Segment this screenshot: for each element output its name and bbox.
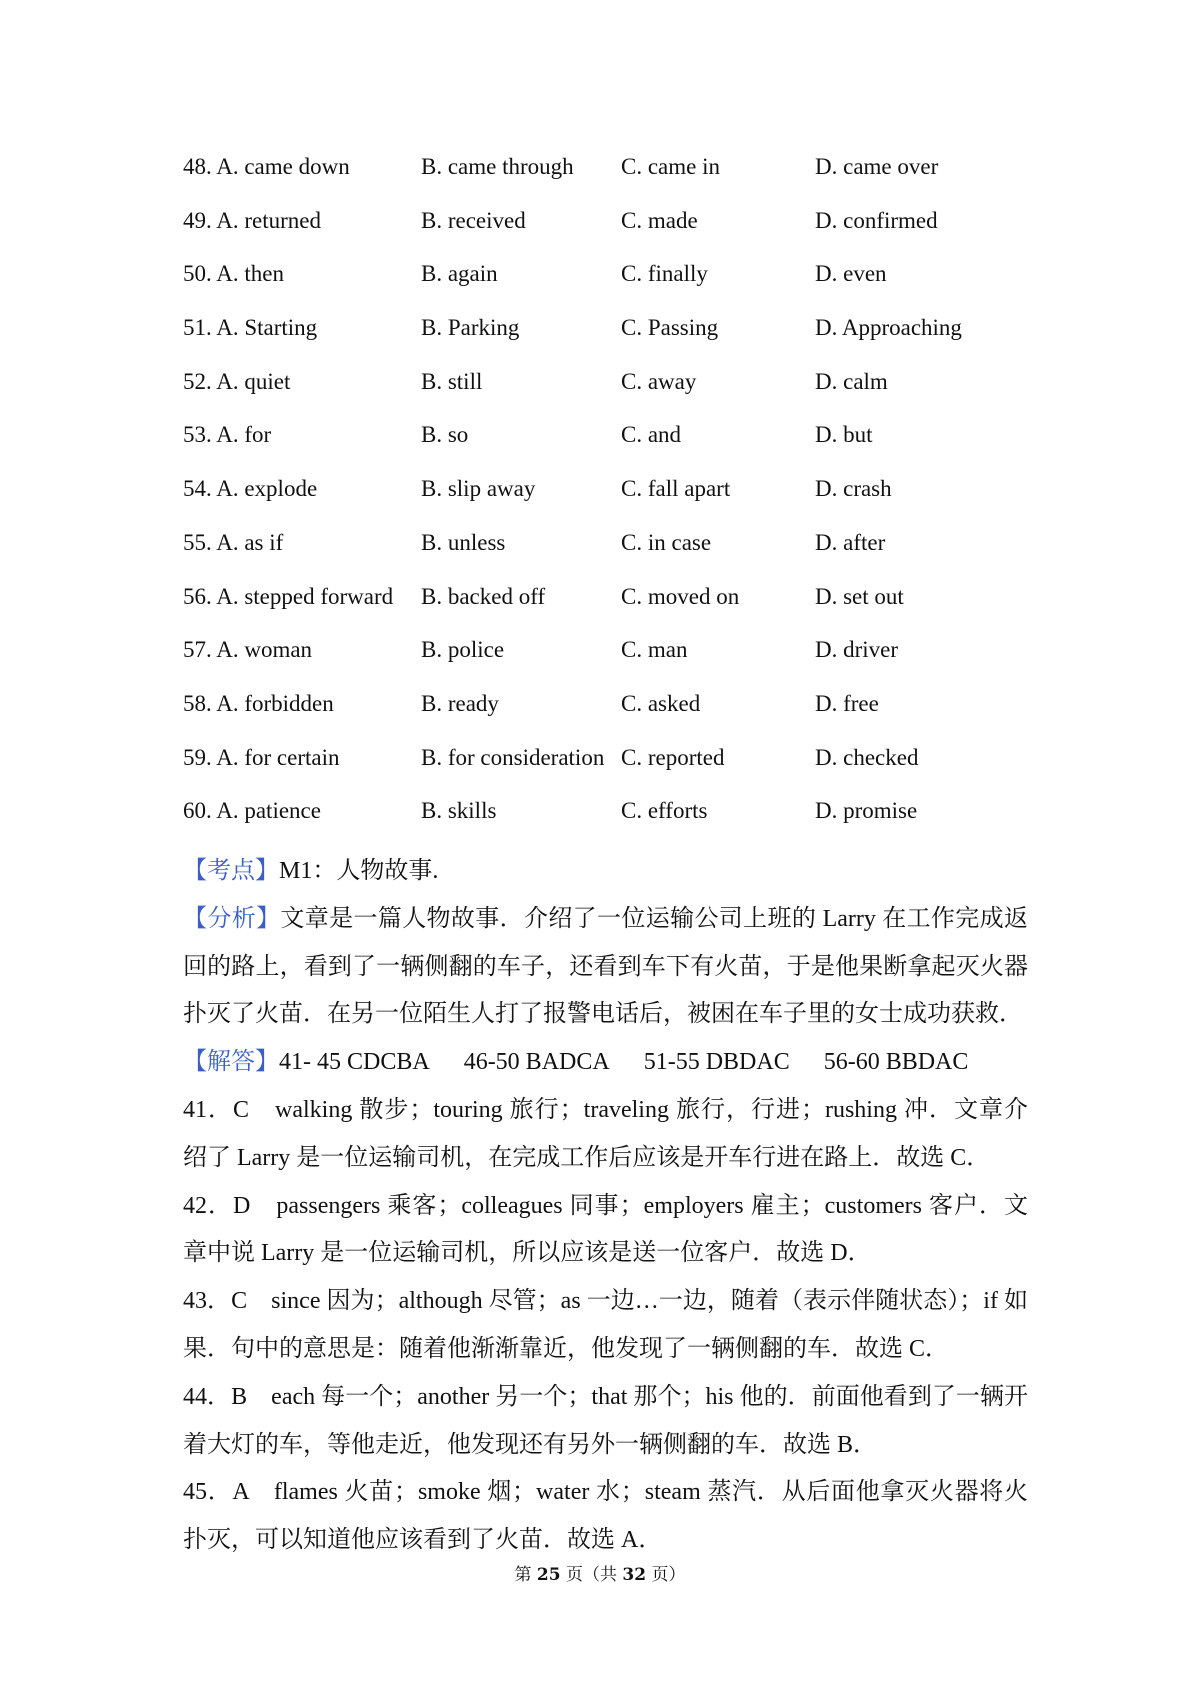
option-b: B. for consideration bbox=[421, 744, 605, 770]
option-a: A. stepped forward bbox=[216, 583, 394, 609]
option-d: D. after bbox=[815, 529, 886, 555]
footer-prefix: 第 bbox=[514, 1565, 532, 1585]
option-a: A. forbidden bbox=[216, 690, 334, 716]
option-c: C. Passing bbox=[621, 315, 719, 341]
option-a: A. Starting bbox=[216, 315, 318, 341]
option-row bbox=[183, 582, 1083, 636]
option-d: D. promise bbox=[815, 798, 918, 824]
option-row bbox=[183, 689, 1083, 743]
option-a: A. returned bbox=[216, 207, 321, 233]
explanation-41: 41．C walking 散步；touring 旅行；traveling 旅行，行进；rushing 冲．文章介绍了 Larry 是一位运输司机，在完成工作后应该是开车行进在路上．故选 C． bbox=[183, 1096, 1028, 1171]
question-number: 57. bbox=[183, 637, 212, 663]
option-b: B. slip away bbox=[421, 476, 536, 502]
question-number: 53. bbox=[183, 422, 212, 448]
option-d: D. confirmed bbox=[815, 207, 938, 233]
question-number: 52. bbox=[183, 368, 212, 394]
explanation-42: 42．D passengers 乘客；colleagues 同事；employers 雇主；customers 客户．文章中说 Larry 是一位运输司机，所以应该是送一位客户．故选 D． bbox=[183, 1192, 1028, 1267]
option-d: D. set out bbox=[815, 583, 904, 609]
answer-group-4: 56-60 BBDAC bbox=[823, 1049, 969, 1076]
option-d: D. crash bbox=[815, 476, 892, 502]
kaodian-text: M1：人物故事. bbox=[279, 858, 439, 884]
question-number: 59. bbox=[183, 744, 212, 770]
option-c: C. and bbox=[621, 422, 682, 448]
option-a: A. explode bbox=[216, 476, 318, 502]
option-d: D. free bbox=[815, 690, 879, 716]
option-c: C. fall apart bbox=[621, 476, 731, 502]
option-d: D. Approaching bbox=[815, 315, 962, 341]
question-number: 58. bbox=[183, 690, 212, 716]
option-a: A. as if bbox=[216, 529, 284, 555]
option-c: C. in case bbox=[621, 529, 712, 555]
kaodian-label: 【考点】 bbox=[183, 858, 279, 884]
option-row bbox=[183, 420, 1083, 474]
option-row bbox=[183, 206, 1083, 260]
option-d: D. even bbox=[815, 261, 887, 287]
jieda-paragraph bbox=[183, 1039, 1028, 1087]
option-c: C. away bbox=[621, 368, 697, 394]
option-b: B. still bbox=[421, 368, 483, 394]
option-a: A. for certain bbox=[216, 744, 340, 770]
option-d: D. calm bbox=[815, 368, 888, 394]
explanation-44: 44．B each 每一个；another 另一个；that 那个；his 他的．前面他看到了一辆开着大灯的车，等他走近，他发现还有另外一辆侧翻的车．故选 B． bbox=[183, 1383, 1028, 1458]
kaodian-paragraph bbox=[183, 848, 1028, 896]
option-b: B. skills bbox=[421, 798, 497, 824]
explanation-43: 43．C since 因为；although 尽管；as 一边…一边，随着（表示伴随状态）；if 如果．句中的意思是：随着他渐渐靠近，他发现了一辆侧翻的车．故选 C． bbox=[183, 1288, 1028, 1362]
option-b: B. ready bbox=[421, 690, 499, 716]
question-number: 54. bbox=[183, 476, 212, 502]
option-c: C. moved on bbox=[621, 583, 740, 609]
option-c: C. asked bbox=[621, 690, 701, 716]
jieda-label: 【解答】 bbox=[183, 1049, 279, 1076]
option-b: B. came through bbox=[421, 154, 574, 179]
option-a: A. for bbox=[216, 422, 272, 448]
question-number: 60. bbox=[183, 798, 212, 824]
answer-group-3: 51-55 DBDAC bbox=[643, 1049, 790, 1076]
option-b: B. so bbox=[421, 422, 469, 448]
options-list bbox=[183, 152, 1083, 850]
option-d: D. checked bbox=[815, 744, 919, 770]
option-row bbox=[183, 152, 1083, 206]
fenxi-text: 文章是一篇人物故事．介绍了一位运输公司上班的 Larry 在工作完成返回的路上，看到了一辆侧翻的车子，还看到车下有火苗，于是他果断拿起灭火器扑灭了火苗．在另一位陌生人打了报警电话后，被困在车子里的女士成功获救． bbox=[183, 905, 1029, 1028]
option-row bbox=[183, 474, 1083, 528]
option-row bbox=[183, 635, 1083, 689]
option-row bbox=[183, 528, 1083, 582]
footer-suffix: 页） bbox=[651, 1565, 686, 1585]
option-b: B. police bbox=[421, 637, 505, 663]
option-c: C. reported bbox=[621, 744, 725, 770]
fenxi-paragraph bbox=[183, 896, 1028, 1039]
answer-group-1: 41- 45 CDCBA bbox=[279, 1049, 430, 1076]
option-c: C. finally bbox=[621, 261, 708, 287]
question-number: 55. bbox=[183, 529, 212, 555]
option-a: A. came down bbox=[216, 154, 350, 179]
option-row bbox=[183, 796, 1083, 850]
option-row bbox=[183, 367, 1083, 421]
option-c: C. came in bbox=[621, 154, 720, 179]
explanation-45: 45．A flames 火苗；smoke 烟；water 水；steam 蒸汽．从后面他拿灭火器将火扑灭，可以知道他应该看到了火苗．故选 A． bbox=[183, 1479, 1028, 1554]
option-d: D. came over bbox=[815, 154, 939, 179]
option-b: B. received bbox=[421, 207, 526, 233]
question-number: 50. bbox=[183, 261, 212, 287]
option-a: A. then bbox=[216, 261, 284, 287]
option-d: D. but bbox=[815, 422, 873, 448]
option-a: A. patience bbox=[216, 798, 321, 824]
option-c: C. made bbox=[621, 207, 698, 233]
option-row bbox=[183, 743, 1083, 797]
option-b: B. again bbox=[421, 261, 498, 287]
option-c: C. man bbox=[621, 637, 688, 663]
footer-middle: 页（共 bbox=[566, 1565, 617, 1585]
option-row bbox=[183, 259, 1083, 313]
option-a: A. quiet bbox=[216, 368, 291, 394]
question-number: 51. bbox=[183, 315, 212, 341]
option-d: D. driver bbox=[815, 637, 899, 663]
question-number: 48. bbox=[183, 154, 212, 179]
explanation-section bbox=[183, 848, 1028, 1565]
answer-group-2: 46-50 BADCA bbox=[463, 1049, 610, 1076]
total-page-number: 32 bbox=[622, 1565, 647, 1585]
option-b: B. Parking bbox=[421, 315, 520, 341]
current-page-number: 25 bbox=[536, 1565, 561, 1585]
option-row bbox=[183, 313, 1083, 367]
question-number: 49. bbox=[183, 207, 212, 233]
option-a: A. woman bbox=[216, 637, 313, 663]
question-number: 56. bbox=[183, 583, 212, 609]
option-b: B. backed off bbox=[421, 583, 546, 609]
option-b: B. unless bbox=[421, 529, 506, 555]
fenxi-label: 【分析】 bbox=[183, 905, 281, 932]
page-footer bbox=[0, 1560, 1200, 1585]
option-c: C. efforts bbox=[621, 798, 708, 824]
